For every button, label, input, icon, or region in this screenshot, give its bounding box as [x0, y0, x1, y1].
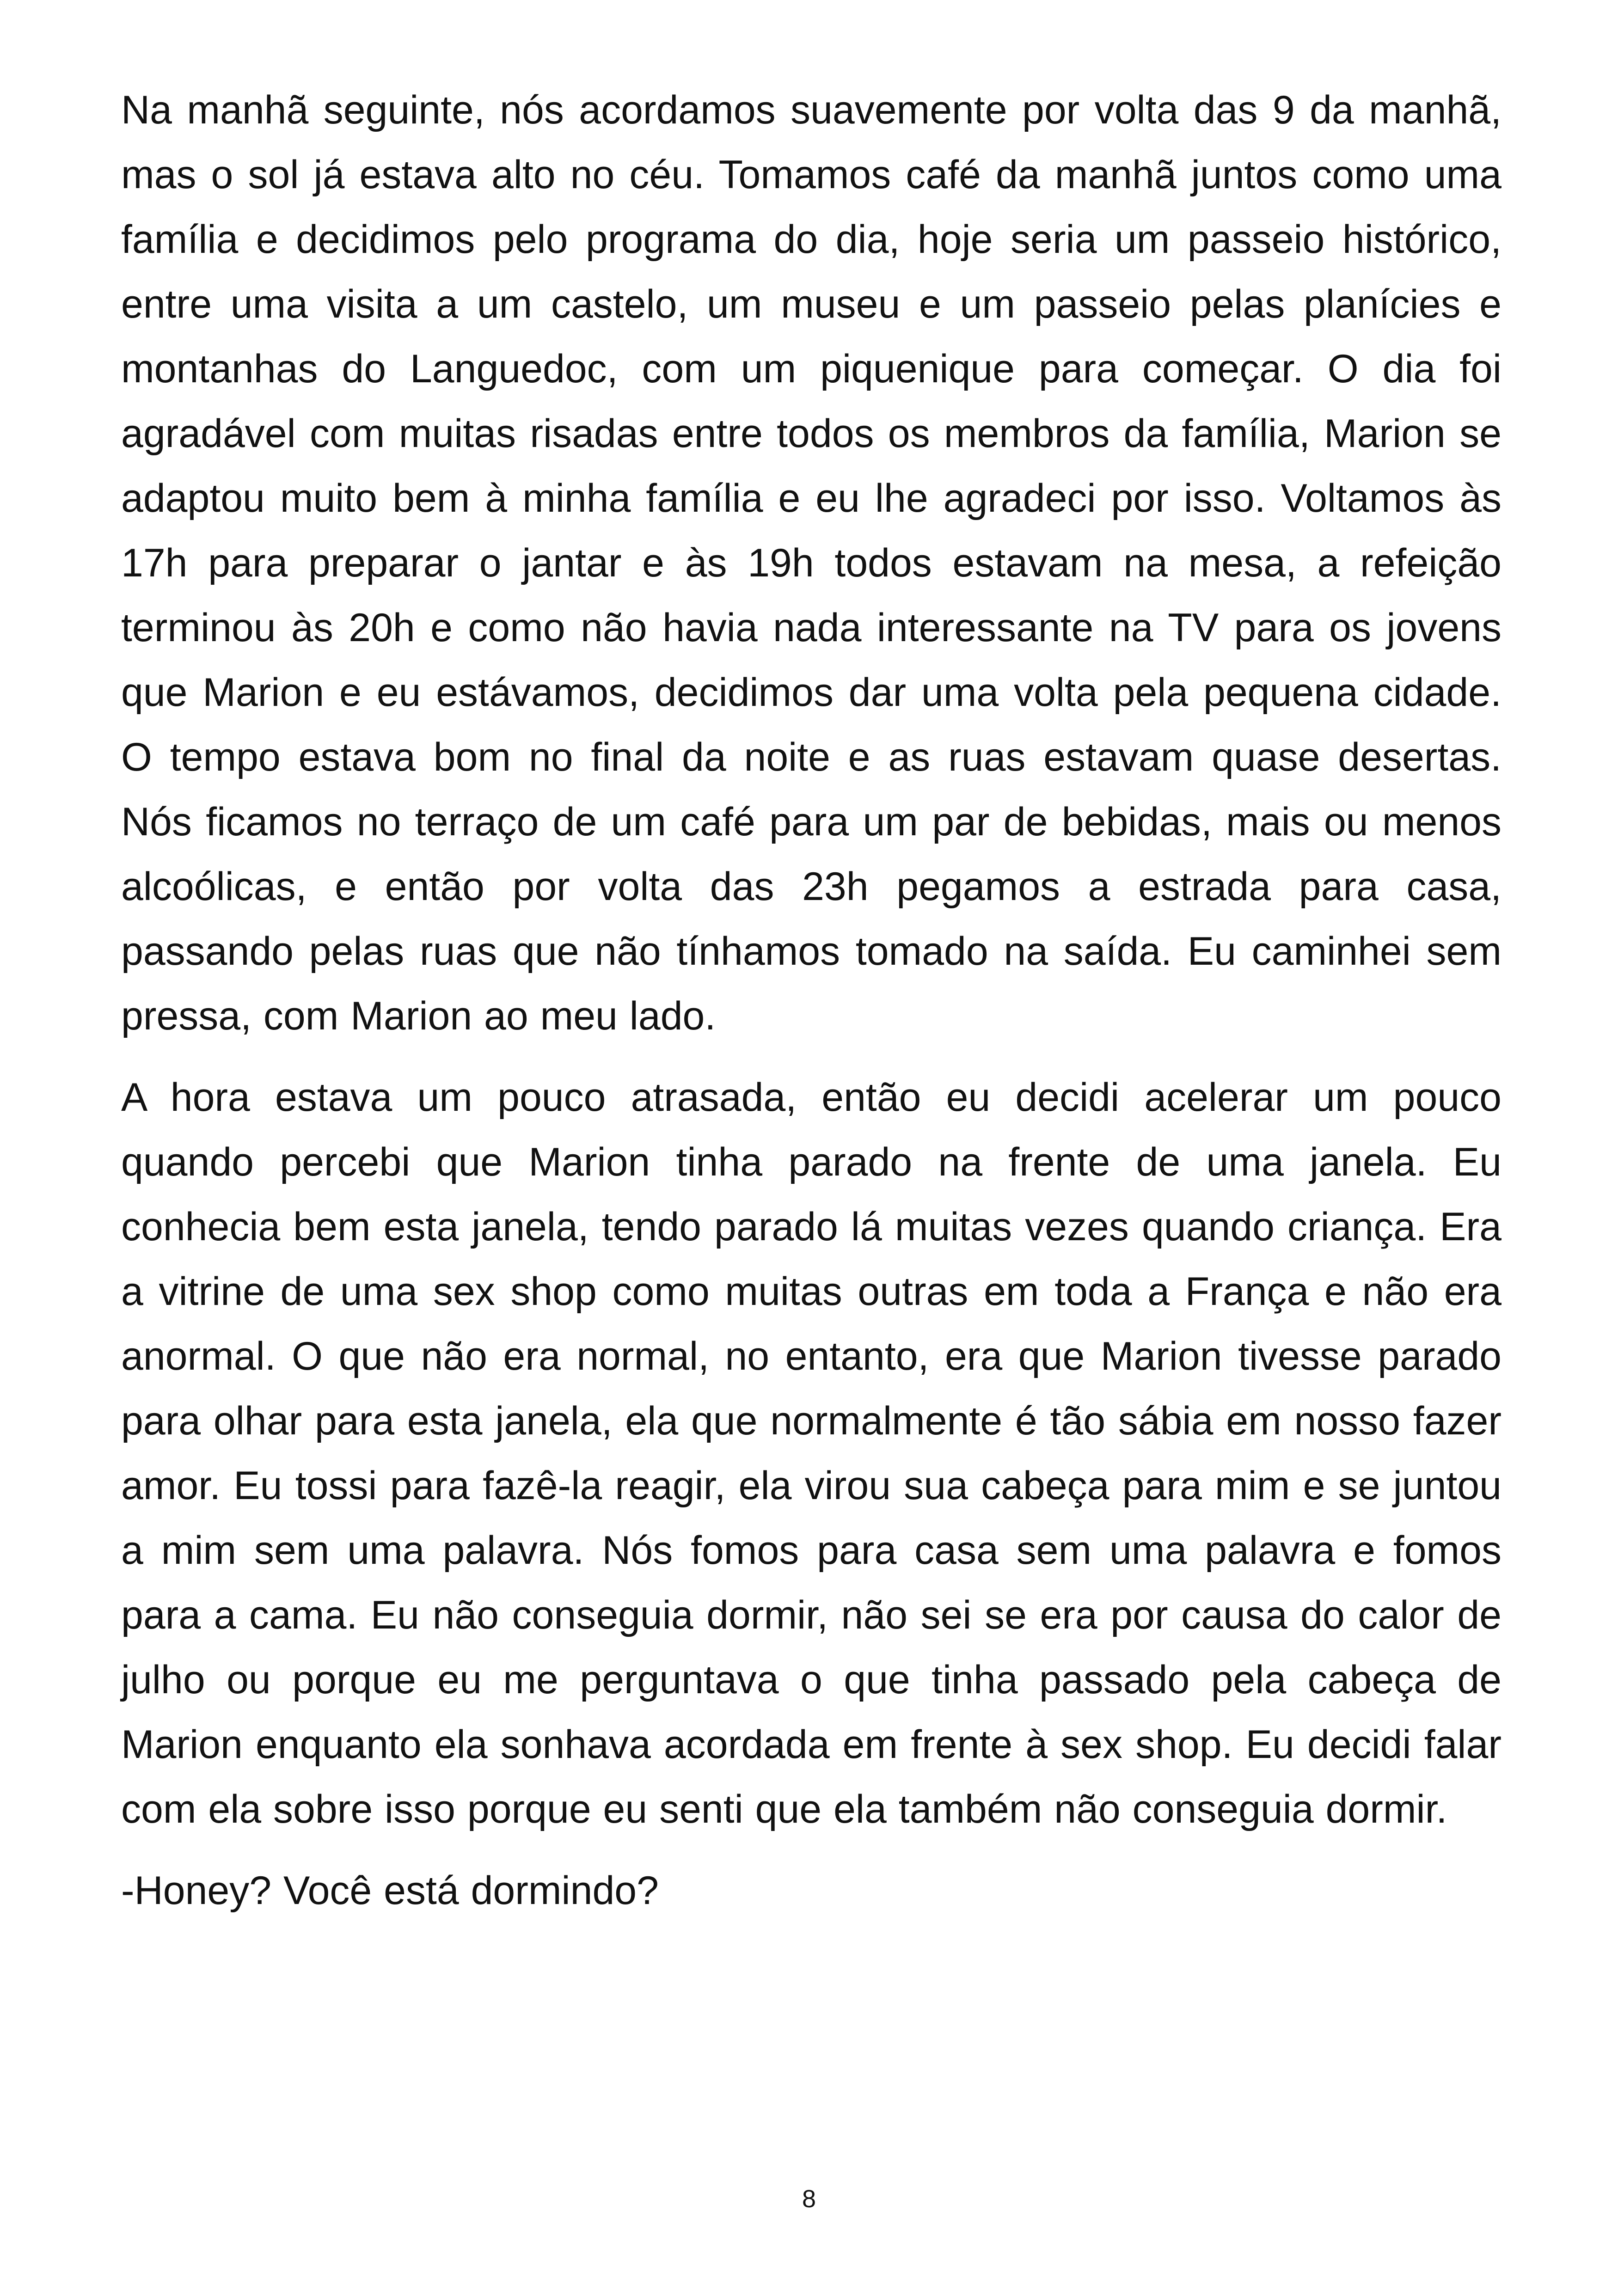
paragraph-1: Na manhã seguinte, nós acordamos suavemente por volta das 9 da manhã, mas o sol já estava alto no céu. Tomamos café da manhã juntos como uma família e decidimos pelo programa do dia, hoje seria um passeio histórico, entre uma visita a um castelo, um museu e um passeio pelas planícies e montanhas do Languedoc, com um piquenique para começar. O dia foi agradável com muitas risadas entre todos os membros da família, Marion se adaptou muito bem à minha família e eu lhe agradeci por isso. Voltamos às 17h para preparar o jantar e às 19h todos estavam na mesa, a refeição terminou às 20h e como não havia nada interessante na TV para os jovens que Marion e eu estávamos, decidimos dar uma volta pela pequena cidade. O tempo estava bom no final da noite e as ruas estavam quase desertas. Nós ficamos no terraço de um café para um par de bebidas, mais ou menos alcoólicas, e então por volta das 23h pegamos a estrada para casa, passando pelas ruas que não tínhamos tomado na saída. Eu caminhei sem pressa, com Marion ao meu lado. — [121, 88, 1502, 1038]
dialogue-line: -Honey? Você está dormindo? — [121, 1868, 659, 1913]
page-body — [121, 78, 1502, 1940]
page-number: 8 — [802, 2185, 816, 2213]
paragraph-2: A hora estava um pouco atrasada, então eu decidi acelerar um pouco quando percebi que Marion tinha parado na frente de uma janela. Eu conhecia bem esta janela, tendo parado lá muitas vezes quando criança. Era a vitrine de uma sex shop como muitas outras em toda a França e não era anormal. O que não era normal, no entanto, era que Marion tivesse parado para olhar para esta janela, ela que normalmente é tão sábia em nosso fazer amor. Eu tossi para fazê-la reagir, ela virou sua cabeça para mim e se juntou a mim sem uma palavra. Nós fomos para casa sem uma palavra e fomos para a cama. Eu não conseguia dormir, não sei se era por causa do calor de julho ou porque eu me perguntava o que tinha passado pela cabeça de Marion enquanto ela sonhava acordada em frente à sex shop. Eu decidi falar com ela sobre isso porque eu senti que ela também não conseguia dormir. — [121, 1075, 1502, 1831]
